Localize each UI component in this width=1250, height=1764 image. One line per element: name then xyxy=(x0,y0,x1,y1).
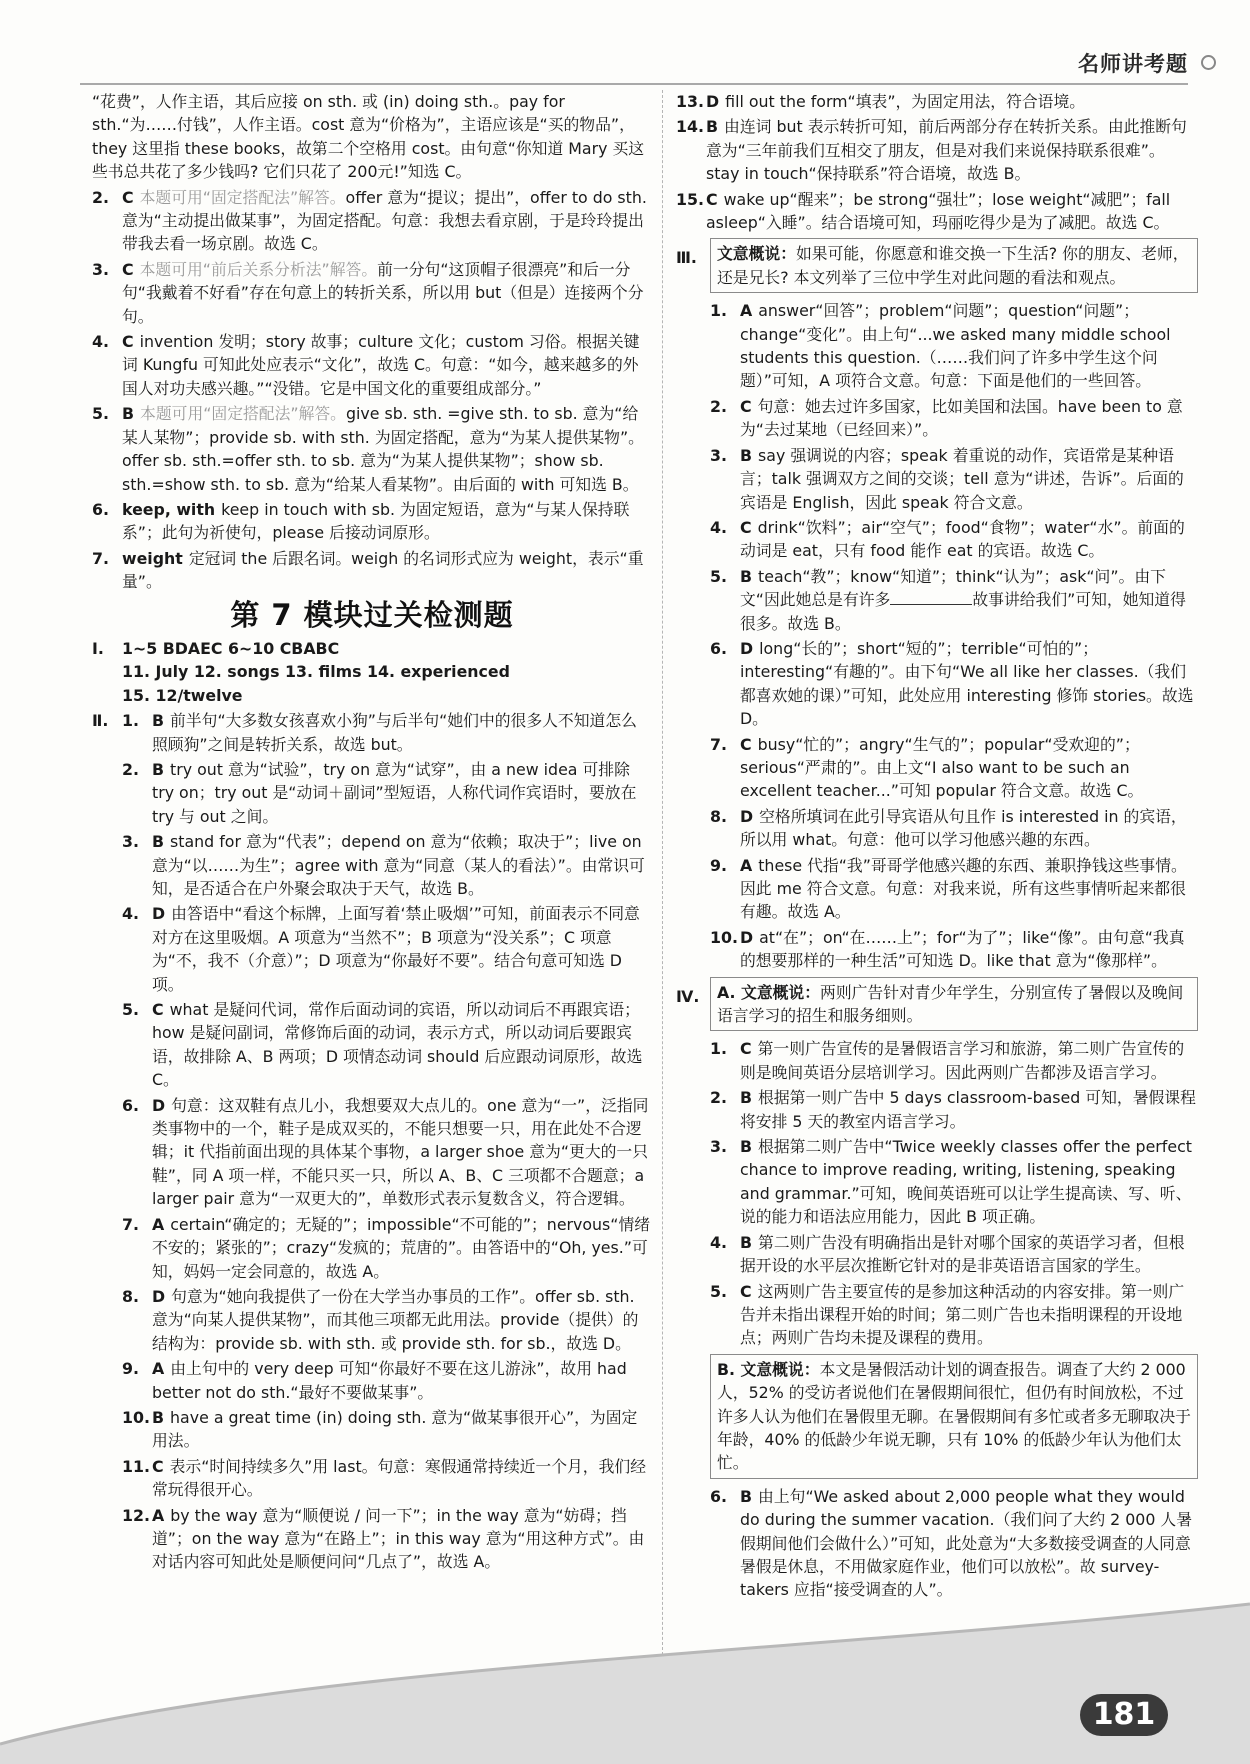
item-number: 4. xyxy=(92,332,109,352)
item-explanation: 由上句“We asked about 2,000 people what they would do during the summer vacation.（我们问了大约 2 000 人暑假期间他们会做什么）”可知，此处意为“大多数接受调查的人同意暑假是休息，不用做家庭作业，他们可以放松”。故 survey-takers 应指“接受调查的人”。 xyxy=(740,1486,1193,1600)
section-1 xyxy=(92,637,652,707)
answer-item xyxy=(710,854,1198,924)
item-explanation: answer“回答”；problem“问题”；question“问题”；change“变化”。由上句“...we asked many middle school students this question.（……我们问了许多中学生这个问题）”可知，A 项符合文意。句意：下面是他们的一些回答。 xyxy=(740,301,1171,391)
answer-item xyxy=(710,733,1198,803)
answer-item xyxy=(122,902,652,996)
item-explanation: wake up“醒来”；be strong“强壮”；lose weight“减肥”；fall asleep“入睡”。结合语境可知，玛丽吃得少是为了减肥。故选 C。 xyxy=(706,189,1171,233)
item-number: 4. xyxy=(710,517,727,537)
answer-item xyxy=(122,1094,652,1211)
answer-item xyxy=(122,1455,652,1502)
summary-text: 本文是暑假活动计划的调查报告。调查了大约 2 000 人，52% 的受访者说他们在暑假期间很忙，但仍有时间放松，不过许多人认为他们在暑假里无聊。在暑假期间有多忙或者多无聊取决于年龄，40% 的低龄少年说无聊，只有 10% 的低龄少年认为他们太忙。 xyxy=(717,1359,1191,1473)
item-answer: weight xyxy=(122,548,183,568)
item-answer: B xyxy=(740,1232,753,1252)
item-number: 6. xyxy=(122,1095,139,1115)
section-4 xyxy=(676,977,1198,1602)
answer-item xyxy=(710,516,1198,563)
item-explanation: 由上句中的 very deep 可知“你最好不要在这儿游泳”，故用 had better not do sth.“最好不要做某事”。 xyxy=(152,1359,627,1402)
answer-item xyxy=(92,498,652,545)
answer-item xyxy=(676,90,1198,113)
item-answer: B xyxy=(740,566,753,586)
answer-list xyxy=(710,1037,1198,1349)
answer-item xyxy=(710,565,1198,635)
item-answer: B xyxy=(152,759,165,779)
answer-item xyxy=(122,1504,652,1574)
summary-tag: 文意概说： xyxy=(717,244,796,264)
item-explanation: 句意：她去过许多国家，比如美国和法国。have been to 意为“去过某地（已经回来）”。 xyxy=(740,396,1183,440)
answer-item xyxy=(710,1086,1198,1133)
answer-item xyxy=(92,402,652,496)
item-explanation: invention 发明；story 故事；culture 文化；custom 习俗。根据关键词 Kungfu 可知此处应表示“文化”，故选 C。句意：“如今，越来越多的外国人对功夫感兴趣。”“没错。它是中国文化的重要组成部分。” xyxy=(122,332,640,398)
item-number: 6. xyxy=(710,638,727,658)
answer-item xyxy=(676,115,1198,185)
item-answer: C xyxy=(152,1456,164,1476)
item-number: 8. xyxy=(122,1286,139,1306)
column-divider xyxy=(662,90,664,1690)
answer-item xyxy=(92,258,652,328)
section-3-roman: Ⅲ. xyxy=(676,248,697,268)
item-number: 2. xyxy=(92,187,109,207)
item-number: 2. xyxy=(710,396,727,416)
answer-item xyxy=(676,188,1198,235)
item-answer: D xyxy=(152,1095,166,1115)
header-rule xyxy=(80,83,1188,85)
item-explanation: stand for 意为“代表”；depend on 意为“依赖；取决于”；live on 意为“以……为生”；agree with 意为“同意（某人的看法）”。由常识可知，是否适合在户外聚会取决于天气，故选 B。 xyxy=(152,832,645,898)
answer-list xyxy=(92,186,652,594)
item-number: 2. xyxy=(122,759,139,779)
item-number: 2. xyxy=(710,1088,727,1108)
section-3 xyxy=(676,238,1198,972)
header-label: 名师讲考题 xyxy=(1078,51,1188,76)
item-answer: B xyxy=(740,1486,753,1506)
answer-item xyxy=(92,186,652,256)
section-4-roman: Ⅳ. xyxy=(676,986,700,1006)
item-number: 5. xyxy=(710,1281,727,1301)
answer-item xyxy=(122,1213,652,1283)
page-number: 181 xyxy=(1080,1694,1168,1736)
item-answer: B xyxy=(740,445,753,465)
item-answer: C xyxy=(740,1281,752,1301)
answer-item xyxy=(710,637,1198,731)
item-number: 12. xyxy=(122,1505,150,1525)
item-number: 14. xyxy=(676,117,704,137)
item-explanation: 第二则广告没有明确指出是针对哪个国家的英语学习者，但根据开设的水平层次推断它针对的是非英语语言国家的学生。 xyxy=(740,1232,1185,1276)
item-explanation: busy“忙的”；angry“生气的”；popular“受欢迎的”；serious“严肃的”。由上文“I also want to be such an excellent teacher...”可知 popular 符合文意。故选 C。 xyxy=(740,734,1144,801)
summary-box-b xyxy=(710,1354,1198,1479)
answer-item xyxy=(710,926,1198,973)
item-explanation: at“在”；on“在……上”；for“为了”；like“像”。由句意“我真的想要那样的一种生活”可知选 D。like that 意为“像那样”。 xyxy=(740,927,1185,971)
right-column xyxy=(676,90,1198,1604)
section-1-roman: Ⅰ. xyxy=(92,638,104,658)
item-answer: B xyxy=(152,832,165,852)
item-explanation: 这两则广告主要宣传的是参加这种活动的内容安排。第一则广告并未指出课程开始的时间；第二则广告也未指明课程的开设地点；两则广告均未提及课程的费用。 xyxy=(740,1281,1185,1348)
answer-list xyxy=(710,637,1198,973)
item-answer: C xyxy=(122,187,134,207)
blank-line xyxy=(890,590,972,605)
item-number: 9. xyxy=(710,855,727,875)
item-explanation: 表示“时间持续多久”用 last。句意：寒假通常持续近一个月，我们经常玩得很开心。 xyxy=(152,1456,646,1500)
header-circle-icon xyxy=(1201,55,1216,70)
item-explanation: what 是疑问代词，常作后面动词的宾语，所以动词后不再跟宾语；how 是疑问副词，常修饰后面的动词，表示方式，所以动词后要跟宾语，故排除 A、B 两项；D 项情态动词 should 后应跟动词原形，故选 C。 xyxy=(152,1000,643,1090)
answer-item xyxy=(710,444,1198,514)
item-number: 4. xyxy=(122,904,139,924)
item-explanation: by the way 意为“顺便说 / 问一下”；in the way 意为“妨碍；挡道”；on the way 意为“在路上”；in this way 意为“用这种方式”。由对话内容可知此处是顺便问问“几点了”，故选 A。 xyxy=(152,1505,645,1572)
section-1-answers-line1: 1~5 BDAEC 6~10 CBABC xyxy=(122,638,340,658)
answer-item xyxy=(710,805,1198,852)
item-answer: A xyxy=(740,301,753,321)
answer-item xyxy=(122,998,652,1092)
item-answer: D xyxy=(152,904,166,924)
item-explanation: 根据第一则广告中 5 days classroom-based 可知，暑假课程将安排 5 天的教室内语言学习。 xyxy=(740,1088,1196,1131)
item-number: 3. xyxy=(92,259,109,279)
item-number: 6. xyxy=(710,1486,727,1506)
summary-text: 如果可能，你愿意和谁交换一下生活? 你的朋友、老师，还是兄长? 本文列举了三位中学生对此问题的看法和观点。 xyxy=(717,244,1189,287)
item-explanation: drink“饮料”；air“空气”；food“食物”；water“水”。前面的动词是 eat，只有 food 能作 eat 的宾语。故选 C。 xyxy=(740,517,1185,561)
item-answer: C xyxy=(740,396,752,416)
item-number: 8. xyxy=(710,806,727,826)
item-hint: 本题可用“固定搭配法”解答。 xyxy=(140,404,346,424)
item-explanation: 前半句“大多数女孩喜欢小狗”与后半句“她们中的很多人不知道怎么照顾狗”之间是转折关系，故选 but。 xyxy=(152,711,637,754)
item-explanation: 前一分句“这顶帽子很漂亮”和后一分句“我戴着不好看”存在句意上的转折关系，所以用 but（但是）连接两个分句。 xyxy=(122,259,644,326)
item-answer: D xyxy=(706,92,720,111)
item-explanation: long“长的”；short“短的”；terrible“可怕的”；interesting“有趣的”。由下句“We all like her classes.（我们都喜欢她的课）”可知，此处应用 interesting 修饰 stories。故选 D。 xyxy=(740,638,1194,729)
item-explanation: try out 意为“试验”，try on 意为“试穿”，由 a new idea 可排除 try on；try out 是“动词＋副词”型短语，人称代词作宾语时，要放在 try 与 out 之间。 xyxy=(152,759,637,826)
item-answer: A xyxy=(740,855,753,875)
item-answer: A xyxy=(152,1505,165,1525)
item-explanation-cont: 故事讲给我们”可知，她知道得很多。故选 B。 xyxy=(740,590,1186,633)
answer-list xyxy=(122,709,652,1574)
item-explanation: certain“确定的；无疑的”；impossible“不可能的”；nervous“情绪不安的；紧张的”；crazy“发疯的；荒唐的”。由答语中的“Oh, yes.”可知，妈妈一定会同意的，故选 A。 xyxy=(152,1214,651,1281)
section-1-answers-line3: 15. 12/twelve xyxy=(122,685,243,705)
item-answer: D xyxy=(740,927,754,947)
item-number: 1. xyxy=(710,301,727,321)
item-explanation: 第一则广告宣传的是暑假语言学习和旅游，第二则广告宣传的则是晚间英语分层培训学习。因此两则广告都涉及语言学习。 xyxy=(740,1039,1185,1082)
item-answer: A xyxy=(152,1214,165,1234)
answer-item xyxy=(710,395,1198,442)
item-number: 3. xyxy=(710,1137,727,1157)
item-answer: keep, with xyxy=(122,499,216,519)
item-number: 5. xyxy=(122,1000,139,1020)
item-number: 7. xyxy=(92,548,109,568)
item-number: 13. xyxy=(676,92,704,111)
item-number: 10. xyxy=(710,927,738,947)
item-answer: B xyxy=(122,404,135,424)
item-explanation: 定冠词 the 后跟名词。weigh 的名词形式应为 weight，表示“重量”。 xyxy=(122,548,644,592)
item-explanation: give sb. sth. =give sth. to sb. 意为“给某人某物”；provide sb. with sth. 为固定搭配，意为“为某人提供某物”。offer sb. sth.=offer sth. to sb. 意为“为某人提供某物”；show sb. sth.=show sth. to sb. 意为“给某人看某物”。由后面的 with 可知选 B。 xyxy=(122,404,644,494)
summary-text: 两则广告针对青少年学生，分别宣传了暑假以及晚间语言学习的招生和服务细则。 xyxy=(717,982,1184,1026)
item-number: 15. xyxy=(676,189,704,209)
answer-item xyxy=(710,1280,1198,1350)
item-answer: C xyxy=(122,259,134,279)
item-answer: B xyxy=(740,1137,753,1157)
item-number: 4. xyxy=(710,1232,727,1252)
item-number: 5. xyxy=(710,566,727,586)
item-number: 1. xyxy=(122,711,139,731)
item-explanation: 根据第二则广告中“Twice weekly classes offer the perfect chance to improve reading, writing, listening, speaking and grammar.”可知，晚间英语班可以让学生提高读、写、听、说的能力和语法应用能力，因此 B 项正确。 xyxy=(740,1137,1192,1227)
answer-list xyxy=(676,90,1198,234)
answer-item xyxy=(710,1485,1198,1602)
item-number: 10. xyxy=(122,1407,150,1427)
answer-item xyxy=(710,299,1198,393)
item-explanation: offer 意为“提议；提出”，offer to do sth. 意为“主动提出做某事”，为固定搭配。句意：我想去看京剧，于是玲玲提出带我去看一场京剧。故选 C。 xyxy=(122,187,647,254)
left-column xyxy=(92,90,652,1576)
item-number: 7. xyxy=(710,734,727,754)
item-answer: C xyxy=(740,517,752,537)
answer-item xyxy=(122,1285,652,1355)
item-answer: C xyxy=(740,734,752,754)
item-answer: C xyxy=(152,1000,164,1020)
answer-item xyxy=(122,830,652,900)
item-explanation: teach“教”；know“知道”；think“认为”；ask“问”。由下文“因此她总是有许多 xyxy=(740,566,1166,610)
summary-tag: B. 文意概说： xyxy=(717,1359,820,1379)
item-number: 3. xyxy=(710,445,727,465)
answer-item xyxy=(122,709,652,756)
answer-item xyxy=(122,758,652,828)
item-answer: D xyxy=(740,806,754,826)
item-explanation: 由答语中“看这个标牌，上面写着‘禁止吸烟’”可知，前面表示不同意对方在这里吸烟。A 项意为“当然不”；B 项意为“没关系”；C 项意为“不，我不（介意）”；D 项意为“你最好不要”。结合句意可知选 D 项。 xyxy=(152,904,640,994)
item-explanation: 句意为“她向我提供了一份在大学当办事员的工作”。offer sb. sth. 意为“向某人提供某物”，而其他三项都无此用法。provide（提供）的结构为：provide sb. with sth. 或 provide sth. for sb.，故选 D。 xyxy=(152,1286,639,1353)
page-curl-decoration xyxy=(0,1594,1250,1764)
section-2 xyxy=(92,709,652,1574)
module-title: 第 7 模块过关检测题 xyxy=(230,597,514,632)
item-answer: D xyxy=(740,638,754,658)
answer-item xyxy=(92,547,652,594)
item-answer: D xyxy=(152,1286,166,1306)
answer-item xyxy=(122,1357,652,1404)
item-answer: C xyxy=(122,332,134,352)
item-answer: B xyxy=(152,711,165,731)
item-answer: C xyxy=(740,1039,752,1059)
item-number: 7. xyxy=(122,1214,139,1234)
answer-item xyxy=(710,1231,1198,1278)
item-answer: B xyxy=(706,117,719,137)
item-number: 6. xyxy=(92,499,109,519)
item-explanation: keep in touch with sb. 为固定短语，意为“与某人保持联系”；此句为祈使句，please 后接动词原形。 xyxy=(122,499,630,543)
answer-item xyxy=(92,330,652,400)
item-answer: B xyxy=(740,1088,753,1108)
item-explanation: 空格所填词在此引导宾语从句且作 is interested in 的宾语，所以用 what。句意：他可以学习他感兴趣的东西。 xyxy=(740,806,1187,850)
item-explanation: fill out the form“填表”，为固定用法，符合语境。 xyxy=(725,92,1086,111)
item-answer: B xyxy=(152,1407,165,1427)
item-number: 1. xyxy=(710,1039,727,1059)
summary-box xyxy=(710,238,1198,293)
item-explanation: say 强调说的内容；speak 着重说的动作，宾语常是某种语言；talk 强调双方之间的交谈；tell 意为“讲述，告诉”。后面的宾语是 English，因此 speak 符合文意。 xyxy=(740,445,1184,512)
section-2-roman: Ⅱ. xyxy=(92,711,109,731)
item-explanation: these 代指“我”哥哥学他感兴趣的东西、兼职挣钱这些事情。因此 me 符合文意。句意：对我来说，所有这些事情听起来都很有趣。故选 A。 xyxy=(740,855,1187,922)
item-hint: 本题可用“前后关系分析法”解答。 xyxy=(139,259,378,279)
answer-item xyxy=(710,1037,1198,1084)
item-explanation: 句意：这双鞋有点儿小，我想要双大点儿的。one 意为“一”，泛指同类事物中的一个，鞋子是成双买的，不能只想要一只，用在此处不合逻辑；it 代指前面出现的具体某个事物，a larger shoe 意为“更大的一只鞋”，同 A 项一样，不能只买一只，所以 A、B、C 三项都不合题意；a larger pair 意为“一双更大的”，单数形式表示复数含义，符合逻辑。 xyxy=(152,1095,649,1209)
item-answer: A xyxy=(152,1359,165,1379)
continued-answer: “花费”，人作主语，其后应接 on sth. 或 (in) doing sth.。pay for sth.“为……付钱”，人作主语。cost 意为“价格为”，主语应该是“买的物品”，they 这里指 these books，故第二个空格用 cost。由句意“你知道 Mary 买这些书总共花了多少钱吗? 它们只花了 200元!”知选 C。 xyxy=(92,92,645,182)
item-number: 9. xyxy=(122,1359,139,1379)
section-1-answers-line2: 11. July 12. songs 13. films 14. experienced xyxy=(122,662,510,682)
item-number: 3. xyxy=(122,832,139,852)
item-explanation: 由连词 but 表示转折可知，前后两部分存在转折关系。由此推断句意为“三年前我们互相交了朋友，但是对我们来说保持联系很难”。stay in touch“保持联系”符合语境，故选 B。 xyxy=(706,117,1187,184)
summary-tag: A. 文意概说： xyxy=(717,982,821,1002)
item-explanation: have a great time (in) doing sth. 意为“做某事很开心”，为固定用法。 xyxy=(152,1407,638,1451)
answer-list xyxy=(710,299,1198,562)
item-number: 11. xyxy=(122,1456,150,1476)
item-hint: 本题可用“固定搭配法”解答。 xyxy=(139,187,346,207)
answer-list xyxy=(710,1485,1198,1602)
summary-box xyxy=(710,977,1198,1032)
item-answer: C xyxy=(706,189,718,209)
item-number: 5. xyxy=(92,404,109,424)
answer-item xyxy=(710,1135,1198,1229)
answer-item xyxy=(122,1406,652,1453)
